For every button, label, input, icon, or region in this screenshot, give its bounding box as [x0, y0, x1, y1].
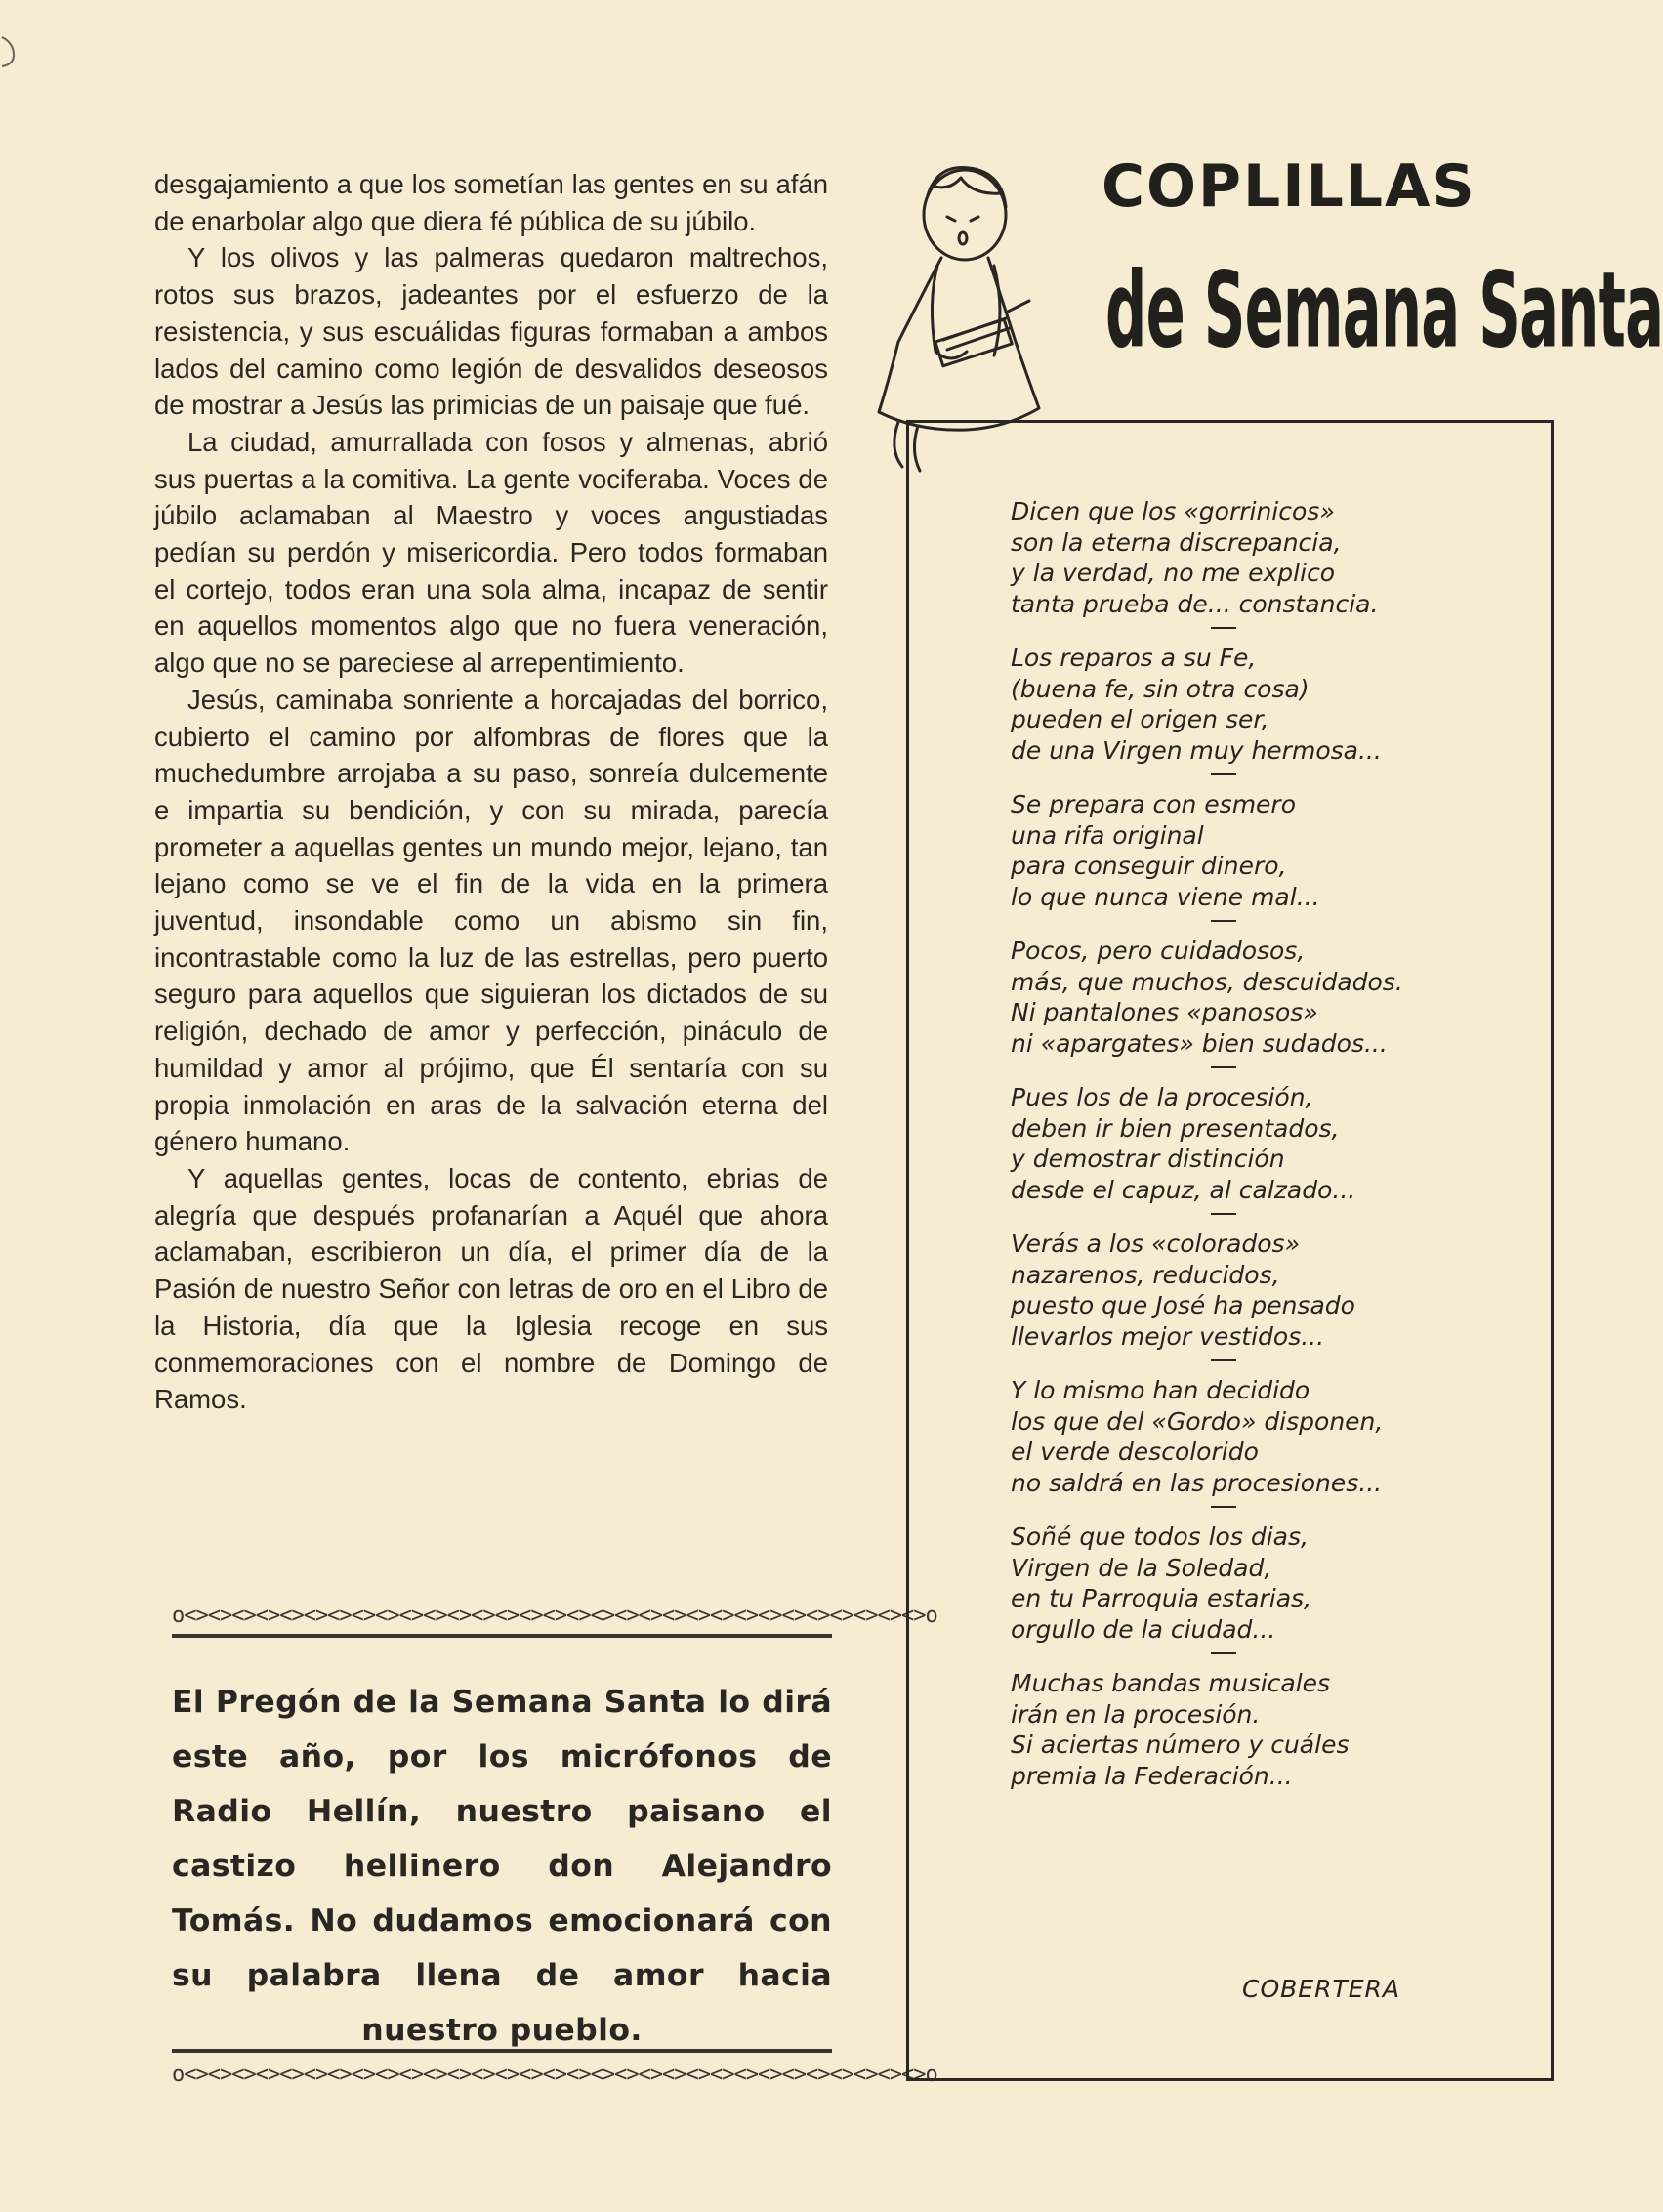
poem-line: y demostrar distinción	[1011, 1145, 1285, 1173]
poem-line: los que del «Gordo» disponen,	[1011, 1406, 1384, 1436]
poem-line: son la eterna discrepancia,	[1011, 527, 1342, 557]
stanza-separator	[1211, 1359, 1236, 1361]
divider-line	[172, 2049, 832, 2053]
poem-signature: COBERTERA	[1242, 1975, 1400, 2003]
stanza-separator	[1211, 920, 1236, 922]
poem-stanza	[1011, 1082, 1518, 1205]
stanza-separator	[1211, 627, 1236, 629]
poem-line: lo que nunca viene mal...	[1011, 882, 1320, 911]
chain-ornament: o<><><><><><><><><><><><><><><><><><><><><><><><><><><><><><><>o	[172, 2063, 937, 2087]
stanza-separator	[1211, 1213, 1236, 1215]
article-paragraph: Y los olivos y las palmeras quedaron maltrechos, rotos sus brazos, jadeantes por el esfuerzo de la resistencia, y sus escuálidas figuras formaban a ambos lados del camino como legión de desvalidos deseosos de mostrar a Jesús las primicias de un paisaje que fué.	[154, 242, 828, 421]
poem-line: y la verdad, no me explico	[1011, 559, 1336, 587]
poem-stanza	[1011, 936, 1518, 1059]
chain-divider-bottom	[172, 2061, 937, 2090]
poem-line: Los reparos a su Fe,	[1011, 644, 1257, 672]
poem-line: (buena fe, sin otra cosa)	[1011, 674, 1310, 703]
poem-stanza	[1011, 1229, 1518, 1352]
chain-divider-top	[172, 1602, 937, 1631]
stanza-separator	[1211, 1506, 1236, 1508]
stanza-separator	[1211, 773, 1236, 775]
poem-line: puesto que José ha pensado	[1011, 1291, 1355, 1319]
corner-mark-icon	[0, 29, 39, 68]
poem-line: tanta prueba de... constancia.	[1011, 589, 1379, 618]
poem-line: Muchas bandas musicales	[1011, 1669, 1331, 1697]
article-paragraph: desgajamiento a que los sometían las gentes en su afán de enarbolar algo que diera fé pública de su júbilo.	[154, 169, 828, 236]
poem-line: ni «apargates» bien sudados...	[1011, 1028, 1388, 1058]
radio-notice: El Pregón de la Semana Santa lo dirá este año, por los micrófonos de Radio Hellín, nuestro paisano el castizo hellinero don Alejandro Tomás. No dudamos emocionará con su palabra llena de amor hacia nuestro pueblo.	[172, 1685, 832, 2048]
poem-line: orgullo de la ciudad...	[1011, 1614, 1276, 1644]
article-body	[154, 166, 828, 1418]
poem-line: Dicen que los «gorrinicos»	[1011, 497, 1335, 525]
poem-line: Y lo mismo han decidido	[1011, 1376, 1310, 1404]
poem-line: nazarenos, reducidos,	[1011, 1260, 1280, 1289]
poem-line: Verás a los «colorados»	[1011, 1230, 1300, 1258]
poem-line: pueden el origen ser,	[1011, 705, 1269, 733]
poem-stanza	[1011, 1668, 1518, 1791]
poem-line: Virgen de la Soledad,	[1011, 1553, 1272, 1582]
article-paragraph: Y aquellas gentes, locas de contento, ebrias de alegría que después profanarían a Aquél que ahora aclamaban, escribieron un día, el primer día de la Pasión de nuestro Señor con letras de oro en el Libro de la Historia, día que la Iglesia recoge en sus conmemoraciones con el nombre de Domingo de Ramos.	[154, 1162, 828, 1415]
poem-body	[1011, 496, 1518, 1791]
poem-line: no saldrá en las procesiones...	[1011, 1468, 1383, 1497]
chain-ornament: o<><><><><><><><><><><><><><><><><><><><><><><><><><><><><><><>o	[172, 1604, 937, 1628]
frame-left-border	[906, 423, 909, 2078]
poem-line: de una Virgen muy hermosa...	[1011, 735, 1382, 765]
poem-line: desde el capuz, al calzado...	[1011, 1175, 1356, 1204]
stanza-separator	[1211, 1652, 1236, 1654]
poem-line: Si aciertas número y cuáles	[1011, 1731, 1350, 1759]
poem-stanza	[1011, 1375, 1518, 1498]
poem-line: irán en la procesión.	[1011, 1699, 1261, 1729]
poem-line: para conseguir dinero,	[1011, 852, 1287, 880]
article-paragraph: La ciudad, amurrallada con fosos y almenas, abrió sus puertas a la comitiva. La gente vociferaba. Voces de júbilo aclamaban al Maestro y voces angustiadas pedían su perdón y misericordia. Pero todos formaban el cortejo, todos eran una sola alma, incapaz de sentir en aquellos momentos algo que no fuera veneración, algo que no se pareciese al arrepentimiento.	[154, 426, 828, 679]
stanza-separator	[1211, 1066, 1236, 1068]
poem-line: Ni pantalones «panosos»	[1011, 998, 1318, 1026]
poem-stanza	[1011, 1522, 1518, 1645]
poem-line: premia la Federación...	[1011, 1761, 1293, 1790]
poem-title: COPLILLAS	[1102, 152, 1476, 221]
poem-line: deben ir bien presentados,	[1011, 1113, 1340, 1143]
divider-line	[172, 1634, 832, 1638]
poem-stanza	[1011, 496, 1518, 619]
poem-stanza	[1011, 643, 1518, 766]
poem-line: en tu Parroquia estarias,	[1011, 1584, 1311, 1612]
poem-line: una rifa original	[1011, 820, 1204, 850]
poem-stanza	[1011, 789, 1518, 912]
article-paragraph: Jesús, caminaba sonriente a horcajadas del borrico, cubierto el camino por alfombras de flores que la muchedumbre arrojaba a su paso, sonreía dulcemente e impartia su bendición, y con su mirada, parecía prometer a aquellas gentes un mundo mejor, lejano, tan lejano como se ve el fin de la vida en la primera juventud, insondable como un abismo sin fin, incontrastable como la luz de las estrellas, pero puerto seguro para aquellos que siguieran los dictados de su religión, dechado de amor y perfección, pináculo de humildad y amor al prójimo, que Él sentaría con su propia inmolación en aras de la salvación eterna del género humano.	[154, 684, 828, 1157]
poem-line: más, que muchos, descuidados.	[1011, 967, 1403, 996]
poem-subtitle: de Semana Santa	[1105, 250, 1663, 372]
poem-line: Pues los de la procesión,	[1011, 1083, 1313, 1111]
poem-line: llevarlos mejor vestidos...	[1011, 1321, 1325, 1351]
poem-line: Pocos, pero cuidadosos,	[1011, 937, 1306, 965]
poem-line: Se prepara con esmero	[1011, 790, 1297, 818]
poem-line: el verde descolorido	[1011, 1438, 1259, 1466]
poem-line: Soñé que todos los dias,	[1011, 1523, 1309, 1551]
